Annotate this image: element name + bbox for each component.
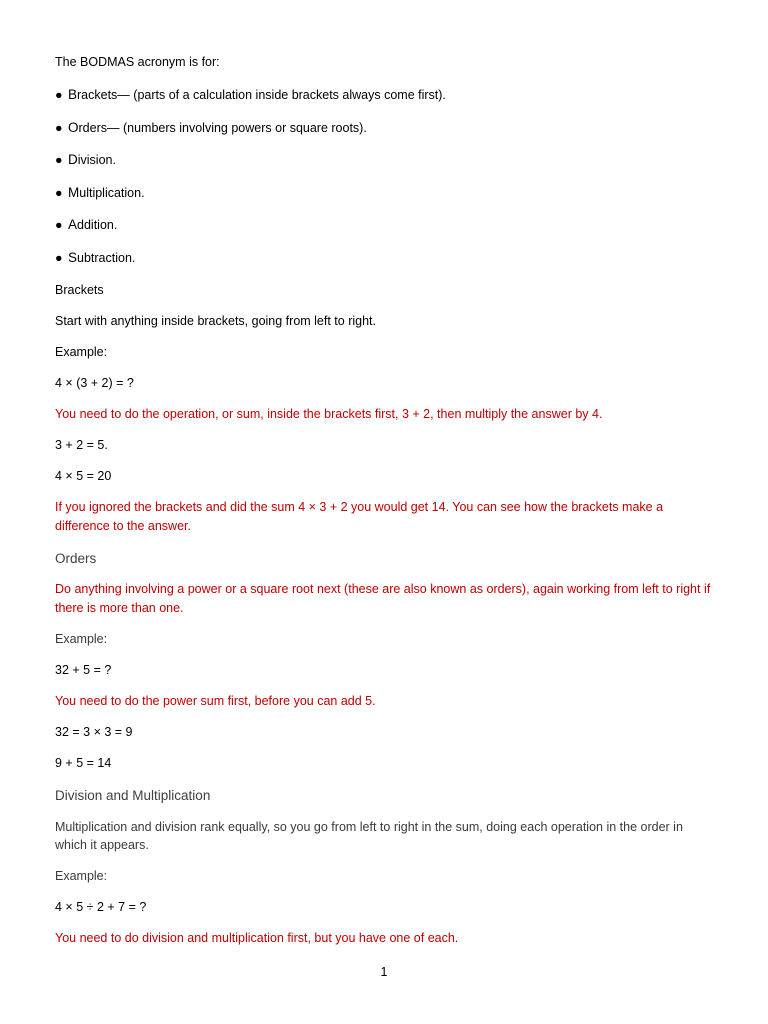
divmul-heading: Division and Multiplication — [55, 788, 211, 803]
bullet-item-addition — [55, 215, 715, 235]
bullet-item-brackets — [55, 85, 715, 105]
bullet-letter: D — [68, 152, 78, 167]
bullet-text: ddition. — [77, 218, 118, 232]
bullet-item-orders — [55, 118, 715, 138]
orders-equation-1: 32 + 5 = ? — [55, 663, 112, 677]
bullet-item-division — [55, 150, 715, 170]
brackets-paragraph: Start with anything inside brackets, going from left to right. — [55, 314, 376, 328]
bullet-icon: ● — [55, 121, 63, 135]
brackets-equation-1: 4 × (3 + 2) = ? — [55, 376, 134, 390]
orders-equation-2: 32 = 3 × 3 = 9 — [55, 725, 133, 739]
bullet-letter: B — [68, 87, 78, 102]
orders-equation-3: 9 + 5 = 14 — [55, 756, 112, 770]
intro-text: The BODMAS acronym is for: — [55, 55, 220, 69]
brackets-equation-2: 3 + 2 = 5. — [55, 438, 108, 452]
divmul-example-label: Example: — [55, 869, 108, 883]
brackets-note-2: If you ignored the brackets and did the sum 4 × 3 + 2 you would get 14. You can see how the brackets make a difference to the answer. — [55, 500, 664, 533]
brackets-example-label: Example: — [55, 345, 108, 359]
bullet-icon: ● — [55, 88, 63, 102]
brackets-note-1: You need to do the operation, or sum, inside the brackets first, 3 + 2, then multiply the answer by 4. — [55, 407, 603, 421]
divmul-paragraph: Multiplication and division rank equally, so you go from left to right in the sum, doing each operation in the order in which it appears. — [55, 820, 683, 852]
bullet-letter: S — [68, 250, 78, 265]
bullet-text: ultiplication. — [79, 186, 145, 200]
bullet-icon: ● — [55, 251, 63, 265]
brackets-heading: Brackets — [55, 283, 104, 297]
bullet-text: ivision. — [77, 153, 116, 167]
bullet-icon: ● — [55, 186, 63, 200]
brackets-equation-3: 4 × 5 = 20 — [55, 469, 112, 483]
bullet-item-subtraction — [55, 248, 715, 268]
bullet-letter: M — [68, 185, 80, 200]
bullet-icon: ● — [55, 153, 63, 167]
divmul-equation-1: 4 × 5 ÷ 2 + 7 = ? — [55, 900, 147, 914]
bullet-item-multiplication — [55, 183, 715, 203]
orders-paragraph: Do anything involving a power or a square root next (these are also known as orders), again working from left to right if there is more than one. — [55, 582, 711, 615]
divmul-note-1: You need to do division and multiplication first, but you have one of each. — [55, 931, 459, 945]
bullet-letter: O — [68, 120, 79, 135]
bullet-text: ubtraction. — [77, 251, 136, 265]
bullet-icon: ● — [55, 218, 63, 232]
bullet-text: rders— (numbers involving powers or square roots). — [78, 121, 367, 135]
orders-example-label: Example: — [55, 632, 108, 646]
bullet-letter: A — [68, 217, 78, 232]
orders-note-1: You need to do the power sum first, before you can add 5. — [55, 694, 376, 708]
page-number: 1 — [380, 965, 388, 979]
orders-heading: Orders — [55, 551, 97, 566]
bullet-text: rackets— (parts of a calculation inside brackets always come first). — [77, 88, 446, 102]
